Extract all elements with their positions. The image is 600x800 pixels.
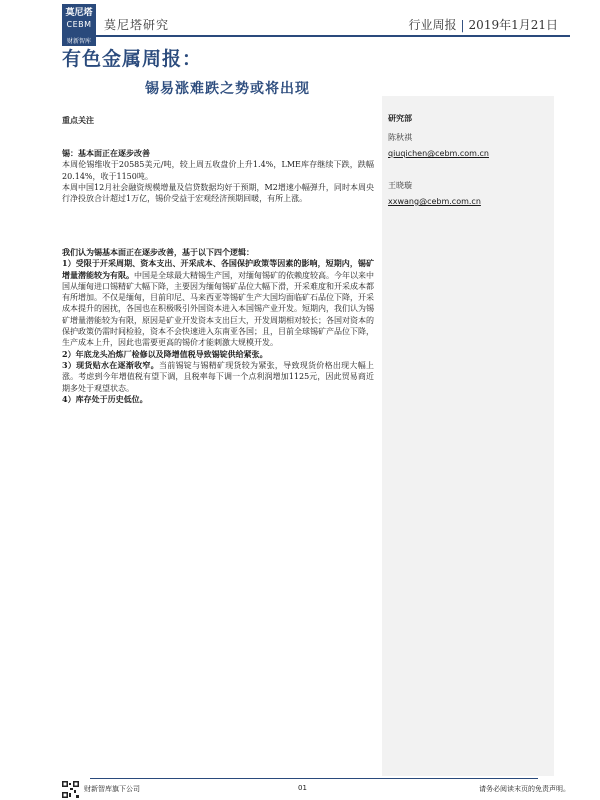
logic-intro: 我们认为锡基本面正在逐步改善，基于以下四个逻辑：: [62, 247, 254, 257]
paragraph: 本周伦锡维收于20585美元/吨，较上周五收盘价上升1.4%，LME库存继续下跌，跌幅20.14%，收于1150吨。: [62, 160, 374, 181]
brand-name: 莫尼塔研究: [104, 18, 170, 32]
report-title: 有色金属周报：: [62, 48, 203, 70]
analyst-entry: [388, 180, 481, 206]
point-3-text: 当前锡锭与锡精矿现货较为紧张，导致现货价格出现大幅上涨。考虑到今年增值税有望下调，且税率每下调一个点利润增加1125元，因此贸易商近期多处于观望状态。: [62, 360, 374, 393]
report-date: 2019年1月21日: [468, 18, 558, 32]
logic-point-2: 2）年底龙头冶炼厂检修以及降增值税导致锡锭供给紧张。: [62, 348, 268, 359]
report-subtitle: 锡易涨难跌之势或将出现: [145, 81, 310, 97]
logo-text-cn: 莫尼塔: [65, 8, 93, 18]
point-1-heading: 1）受限于开采周期、资本支出、开采成本、各国保护政策等因素的影响，短期内，锡矿增量潜能较为有限。: [62, 258, 374, 280]
footer-company: 财新智库旗下公司: [84, 785, 140, 793]
header-meta: [408, 16, 558, 33]
logic-point-3: [62, 360, 374, 394]
logic-section: [62, 247, 374, 405]
tin-summary: [62, 148, 374, 204]
logic-point-1: [62, 258, 374, 348]
report-type: 行业周报: [408, 18, 457, 32]
analyst-entry: [388, 132, 489, 158]
footer-disclaimer: 请务必阅读末页的免责声明。: [479, 785, 570, 793]
logo-text-en: CEBM: [66, 20, 92, 29]
point-1-text: 中国是全球最大精锡生产国，对缅甸锡矿的依赖度较高。今年以来中国从缅甸进口锡精矿大幅下降，主要因为缅甸锡矿品位大幅下滑，开采难度和开采成本都有所增加。不仅是缅甸，目前印尼、马来西亚等锡矿生产大国均面临矿石品位下降，开采成本提升的困扰，各国也在积极吸引外国资本进入本国锡产业开发。短期内，我们认为锡矿增量潜能较为有限，原因是矿业开发资本支出巨大，开发周期相对较长；各国对资本的保护政策仍需时间检验，资本不会快速进入东南亚各国；且，目前全球锡矿产品位下降，生产成本上升，因此也需要更高的锡价才能刺激大规模开发。: [62, 270, 374, 348]
analyst-name: 陈秋祺: [388, 133, 412, 142]
section-label: 重点关注: [62, 115, 94, 125]
qr-code-icon: [62, 781, 79, 798]
analyst-email-link[interactable]: xxwang@cebm.com.cn: [388, 197, 481, 206]
sidebar-heading: 研究部: [388, 113, 412, 123]
tin-heading: 锡：基本面正在逐步改善: [62, 148, 150, 158]
header-separator: |: [460, 18, 465, 32]
paragraph: 本周中国12月社会融资规模增量及信贷数据均好于预期，M2增速小幅弹升，同时本周央行净投放合计超过1万亿，锡价受益于宏观经济预期回暖，有所上涨。: [62, 182, 374, 204]
company-logo: [62, 4, 96, 37]
point-3-heading: 3）现货贴水在逐渐收窄。: [62, 359, 159, 370]
logo-subtext: 财新智库: [62, 37, 96, 46]
analyst-name: 王晓璇: [388, 181, 412, 190]
footer-divider: [90, 778, 538, 779]
analyst-email-link[interactable]: qiuqichen@cebm.com.cn: [388, 149, 489, 158]
logic-point-4: 4）库存处于历史低位。: [62, 393, 148, 404]
header-divider: [62, 35, 570, 37]
page-number: 01: [298, 784, 307, 792]
